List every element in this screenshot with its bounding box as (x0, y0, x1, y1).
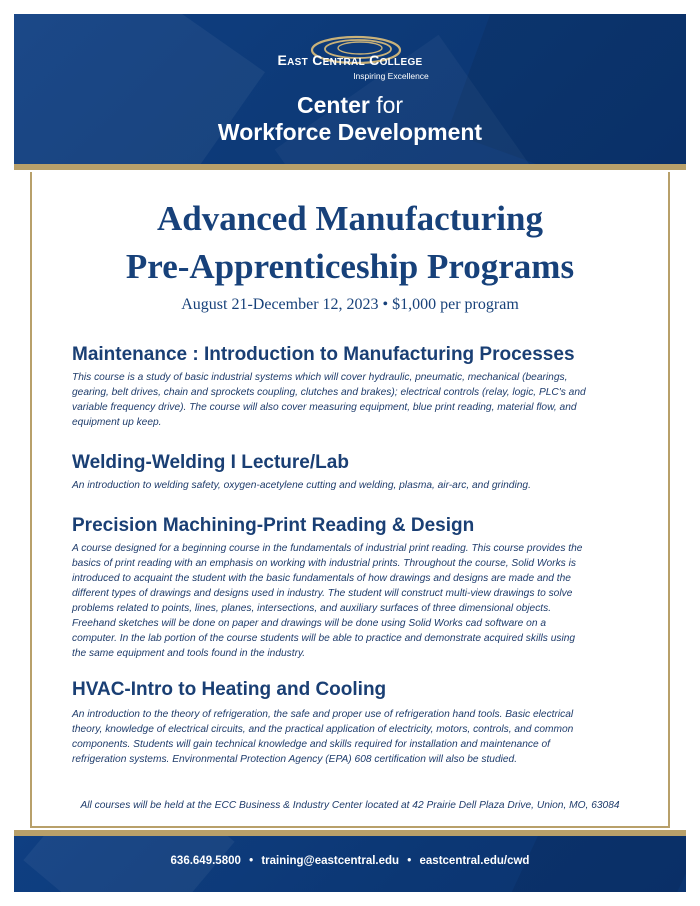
college-logo (14, 30, 686, 90)
separator-dot: • (249, 855, 254, 867)
description-line: Freehand sketches will be done on paper and drawings will be done using Solid Works cad software on a (72, 618, 546, 629)
course-description-welding (72, 478, 652, 493)
course-description-hvac (72, 707, 652, 767)
course-description-machining (72, 541, 652, 661)
location-note: All courses will be held at the ECC Business & Industry Center located at 42 Prairie Dell Plaza Drive, Union, MO, 63084 (80, 800, 620, 811)
description-line: computer. In the lab portion of the course students will be able to practice and demonstrate acquired skills using (72, 633, 576, 644)
course-heading-hvac: HVAC-Intro to Heating and Cooling (72, 679, 387, 700)
description-line: This course is a study of basic industrial systems which will cover hydraulic, pneumatic, mechanical (bearings, (72, 372, 568, 383)
phone-number[interactable]: 636.649.5800 (170, 855, 241, 867)
center-title-line2: Workforce Development (217, 119, 483, 145)
college-name: East Central College (277, 52, 423, 68)
program-title-line2: Pre-Apprenticeship Programs (125, 247, 575, 286)
description-line: An introduction to welding safety, oxygen-acetylene cutting and welding, plasma, air-arc, and grinding. (72, 480, 531, 491)
gold-divider-top (14, 164, 686, 170)
description-line: A course designed for a beginning course in the fundamentals of industrial print reading. This course provides the (72, 543, 583, 554)
course-description-maintenance (72, 370, 652, 430)
description-line: variable frequency drive). The course will also cover measuring equipment, blue print reading, material flow, and (72, 402, 577, 413)
description-line: the same equipment and tools found in the industry. (72, 648, 306, 659)
email-link[interactable]: training@eastcentral.edu (261, 855, 400, 867)
center-word: Center (296, 92, 370, 118)
description-line: refrigeration systems. Environmental Protection Agency (EPA) 608 certification will also be studied. (72, 754, 518, 765)
center-for-word: for (376, 92, 404, 118)
program-title-line1: Advanced Manufacturing (157, 199, 543, 238)
center-title-line1 (14, 92, 686, 118)
course-heading-machining: Precision Machining-Print Reading & Design (72, 515, 475, 536)
separator-dot: • (407, 855, 412, 867)
description-line: introduced to acquaint the student with the basic fundamentals of how drawings and designs are made and the (72, 573, 571, 584)
description-line: gearing, belt drives, chain and sprockets coupling, clutches and brakes); electrical controls (relay, logic, PLC's and (72, 387, 586, 398)
description-line: An introduction to the theory of refrigeration, the safe and proper use of refrigeration hand tools. Basic electrical (72, 709, 574, 720)
contact-info (14, 855, 686, 867)
course-heading-maintenance: Maintenance : Introduction to Manufacturing Processes (72, 344, 575, 365)
description-line: different types of drawings and designs used in industry. The student will construct multi-view drawings to solve (72, 588, 573, 599)
header-banner (14, 14, 686, 164)
description-line: problems related to points, lines, planes, intersections, and auxiliary surfaces of three dimensional objects. (72, 603, 552, 614)
description-line: components. Students will gain technical knowledge and skills required for installation and maintenance of (72, 739, 550, 750)
website-link[interactable]: eastcentral.edu/cwd (419, 855, 530, 867)
description-line: theory, knowledge of electrical circuits, and the practical application of electricity, motors, controls, and common (72, 724, 574, 735)
footer-banner (14, 836, 686, 892)
description-line: equipment up keep. (72, 417, 162, 428)
college-tagline: Inspiring Excellence (353, 71, 429, 81)
course-heading-welding: Welding-Welding I Lecture/Lab (72, 452, 349, 473)
dates-and-price: August 21-December 12, 2023 • $1,000 per program (181, 296, 519, 313)
description-line: basics of print reading with an emphasis on working with industrial prints. Throughout the course, Solid Works is (72, 558, 576, 569)
